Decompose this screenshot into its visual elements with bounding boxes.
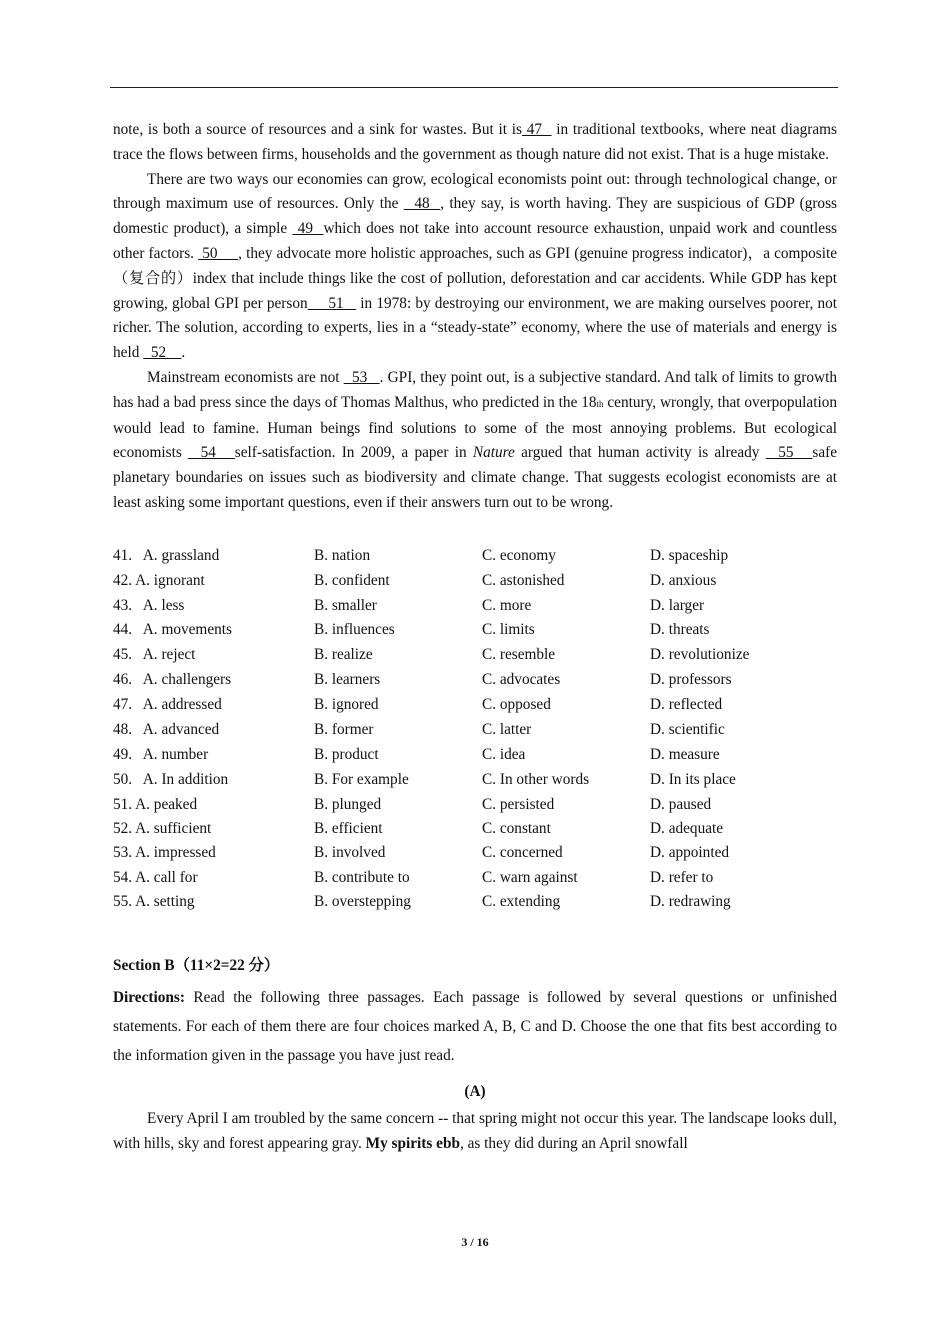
option-c: C. In other words [482, 770, 590, 788]
option-a: 42. A. ignorant [113, 571, 205, 589]
option-row [113, 841, 837, 865]
option-row [113, 594, 837, 619]
text: , as they did during an April snowfall [459, 1134, 688, 1152]
option-a: 46. A. challengers [113, 671, 232, 689]
blank-49: 49 [292, 220, 324, 238]
option-row [113, 544, 837, 569]
option-d: D. spaceship [650, 546, 729, 564]
option-b: B. former [314, 720, 374, 738]
option-b: B. involved [314, 844, 386, 862]
option-b: B. learners [314, 671, 381, 689]
option-row [113, 866, 837, 890]
text: in traditional textbooks, where neat diagrams trace the flows between firms, households and the government as though nature did not exist. That is a huge mistake. [113, 121, 838, 163]
option-c: C. resemble [482, 646, 556, 664]
option-a: 53. A. impressed [113, 844, 216, 862]
option-c: C. advocates [482, 671, 561, 689]
text: in 1978: by destroying our environment, we are making ourselves poorer, not richer. The solution, according to experts, lies in a “steady-state” economy, where the use of materials and energy is held [113, 294, 837, 362]
option-b: B. For example [314, 770, 409, 788]
paragraph-3 [113, 366, 837, 516]
directions-label: Directions: [113, 988, 185, 1006]
text: century, wrongly, that overpopulation would lead to famine. Human beings find solutions to some of the most annoying problems. But ecological economists [113, 393, 838, 462]
header-rule [110, 87, 838, 88]
section-heading: Section B（11×2=22 分） [113, 956, 280, 974]
text: Mainstream economists are not [147, 368, 344, 386]
text: note, is both a source of resources and a sink for wastes. But it is [113, 121, 522, 138]
option-row [113, 618, 837, 643]
option-a: 54. A. call for [113, 868, 198, 886]
option-c: C. limits [482, 621, 535, 639]
option-row [113, 743, 837, 768]
text: . GPI, they point out, is a subjective standard. And talk of limits to growth has had a bad press since the days of Thomas Malthus, who predicted in the 18 [113, 368, 837, 411]
option-d: D. paused [650, 795, 712, 813]
option-d: D. measure [650, 745, 720, 763]
option-c: C. constant [482, 820, 551, 838]
option-d: D. redrawing [650, 893, 731, 911]
directions [113, 983, 837, 1070]
option-b: B. nation [314, 546, 371, 564]
directions-text: Read the following three passages. Each passage is followed by several questions or unfinished statements. For each of them there are four choices marked A, B, C and D. Choose the one that fits best according to the information given in the passage you have just read. [113, 988, 837, 1064]
option-b: B. smaller [314, 596, 377, 614]
blank-55: 55 [765, 444, 813, 462]
option-b: B. product [314, 745, 379, 763]
option-d: D. revolutionize [650, 646, 750, 664]
option-b: B. confident [314, 571, 390, 589]
option-c: C. astonished [482, 571, 565, 589]
option-c: C. persisted [482, 795, 555, 813]
option-a: 41. A. grassland [113, 546, 220, 564]
option-c: C. concerned [482, 844, 563, 862]
option-d: D. reflected [650, 696, 723, 714]
option-b: B. plunged [314, 795, 382, 813]
option-b: B. efficient [314, 820, 383, 838]
text: self-satisfaction. In 2009, a paper in [234, 444, 473, 462]
blank-47: 47 [521, 121, 552, 138]
option-row [113, 718, 837, 743]
option-b: B. realize [314, 646, 373, 664]
option-d: D. refer to [650, 868, 714, 886]
option-row [113, 890, 837, 914]
option-d: D. professors [650, 671, 732, 689]
blank-54: 54 [188, 444, 235, 462]
option-a: 45. A. reject [113, 646, 196, 664]
option-b: B. ignored [314, 696, 379, 714]
option-c: C. latter [482, 720, 532, 738]
option-a: 55. A. setting [113, 893, 195, 911]
page-content [113, 118, 837, 1156]
option-c: C. more [482, 596, 532, 614]
option-b: B. influences [314, 621, 395, 639]
option-row [113, 569, 837, 594]
superscript: th [596, 398, 604, 409]
paragraph-2 [113, 168, 837, 366]
option-a: 43. A. less [113, 596, 185, 614]
option-c: C. opposed [482, 696, 551, 714]
blank-48: 48 [403, 195, 441, 213]
text: Every April I am troubled by the same concern -- that spring might not occur this year. The landscape looks dull, with hills, sky and forest appearing gray. [113, 1109, 837, 1152]
option-row [113, 668, 837, 693]
page-number: 3 / 16 [461, 1235, 489, 1249]
text: , they say, is worth having. They are suspicious of GDP (gross domestic product), a simple [113, 195, 837, 238]
bold-phrase: My spirits ebb [365, 1134, 460, 1152]
option-d: D. anxious [650, 571, 717, 589]
text: . [181, 344, 186, 362]
blank-51: 51 [307, 294, 357, 312]
paragraph-1 [113, 118, 837, 168]
option-c: C. extending [482, 893, 561, 911]
option-d: D. larger [650, 596, 705, 614]
option-a: 47. A. addressed [113, 696, 222, 714]
options-list [113, 544, 837, 915]
option-c: C. economy [482, 546, 556, 564]
option-d: D. In its place [650, 770, 736, 788]
text: which does not take into account resource exhaustion, unpaid work and countless other factors. [113, 220, 837, 262]
option-b: B. overstepping [314, 893, 411, 911]
option-row [113, 643, 837, 668]
text: safe planetary boundaries on issues such as biodiversity and climate change. That suggests ecologist economists are at least asking some important questions, even if their answers turn out to be wrong. [113, 444, 838, 511]
option-row [113, 768, 837, 793]
option-row [113, 793, 837, 817]
journal-name: Nature [472, 444, 515, 462]
option-row [113, 817, 837, 841]
option-d: D. scientific [650, 720, 725, 738]
passage-a-text [113, 1106, 837, 1156]
option-row [113, 693, 837, 718]
text: , they advocate more holistic approaches, such as GPI (genuine progress indicator)，a composite（复合的）index that include things like the cost of pollution, deforestation and car accidents. While GDP has kept growing, global GPI per person [113, 244, 837, 312]
option-d: D. threats [650, 621, 710, 639]
text: argued that human activity is already [514, 444, 766, 462]
option-d: D. adequate [650, 820, 724, 838]
option-b: B. contribute to [314, 868, 410, 886]
option-a: 50. A. In addition [113, 770, 229, 788]
blank-53: 53 [343, 368, 380, 386]
blank-52: 52 [143, 344, 182, 362]
option-a: 44. A. movements [113, 621, 232, 639]
option-d: D. appointed [650, 844, 730, 862]
option-c: C. idea [482, 745, 526, 763]
option-a: 52. A. sufficient [113, 820, 212, 838]
option-a: 49. A. number [113, 745, 209, 763]
passage-label: (A) [464, 1082, 486, 1100]
option-a: 48. A. advanced [113, 720, 220, 738]
option-c: C. warn against [482, 868, 578, 886]
option-a: 51. A. peaked [113, 795, 198, 813]
text: There are two ways our economies can grow, ecological economists point out: through technological change, or through maximum use of resources. Only the [113, 170, 837, 213]
blank-50: 50 [198, 244, 239, 262]
